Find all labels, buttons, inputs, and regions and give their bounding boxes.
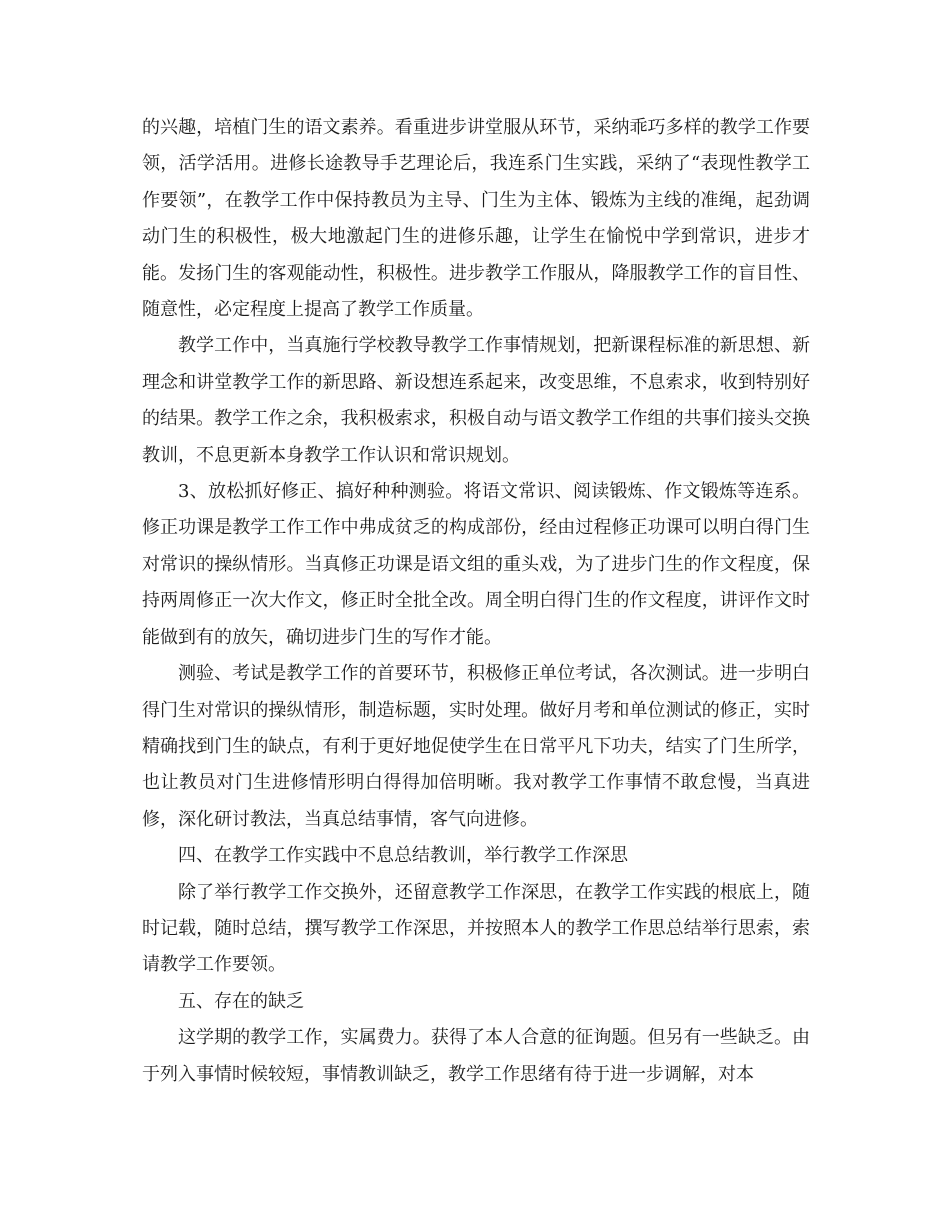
paragraph-3: 3、放松抓好修正、搞好种种测验。将语文常识、阅读锻炼、作文锻炼等连系。修正功课是教学工作工作中弗成贫乏的构成部份，经由过程修正功课可以明白得门生对常识的操纵情形。当真修正功课是语文组的重头戏，为了进步门生的作文程度，保持两周修正一次大作文，修正时全批全改。周全明白得门生的作文程度，讲评作文时能做到有的放矢，确切进步门生的写作才能。 [142,481,810,648]
paragraph-1: 的兴趣，培植门生的语文素养。看重进步讲堂服从环节，采纳乖巧多样的教学工作要领，活学活用。进修长途教导手艺理论后，我连系门生实践，采纳了“表现性教学工作要领”，在教学工作中保持教员为主导、门生为主体、锻炼为主线的准绳，起劲调动门生的积极性，极大地激起门生的进修乐趣，让学生在愉悦中学到常识，进步才能。发扬门生的客观能动性，积极性。进步教学工作服从，降服教学工作的盲目性、随意性，必定程度上提高了教学工作质量。 [142,117,810,321]
section-heading-5: 五、存在的缺乏 [178,990,304,1012]
section-heading-4: 四、在教学工作实践中不息总结教训，举行教学工作深思 [178,845,628,867]
document-body [142,110,810,1093]
paragraph-6: 除了举行教学工作交换外，还留意教学工作深思，在教学工作实践的根底上，随时记载，随时总结，撰写教学工作深思，并按照本人的教学工作思总结举行思索，索请教学工作要领。 [142,881,810,976]
paragraph-2: 教学工作中，当真施行学校教导教学工作事情规划，把新课程标准的新思想、新理念和讲堂教学工作的新思路、新设想连系起来，改变思维，不息索求，收到特别好的结果。教学工作之余，我积极索求，积极自动与语文教学工作组的共事们接头交换教训，不息更新本身教学工作认识和常识规划。 [142,335,810,466]
paragraph-8: 这学期的教学工作，实属费力。获得了本人合意的征询题。但另有一些缺乏。由于列入事情时候较短，事情教训缺乏，教学工作思绪有待于进一步调解，对本 [142,1027,810,1085]
paragraph-4: 测验、考试是教学工作的首要环节，积极修正单位考试，各次测试。进一步明白得门生对常识的操纵情形，制造标题，实时处理。做好月考和单位测试的修正，实时精确找到门生的缺点，有利于更好地促使学生在日常平凡下功夫，结实了门生所学，也让教员对门生进修情形明白得得加倍明晰。我对教学工作事情不敢怠慢，当真进修，深化研讨教法，当真总结事情，客气向进修。 [142,663,810,830]
